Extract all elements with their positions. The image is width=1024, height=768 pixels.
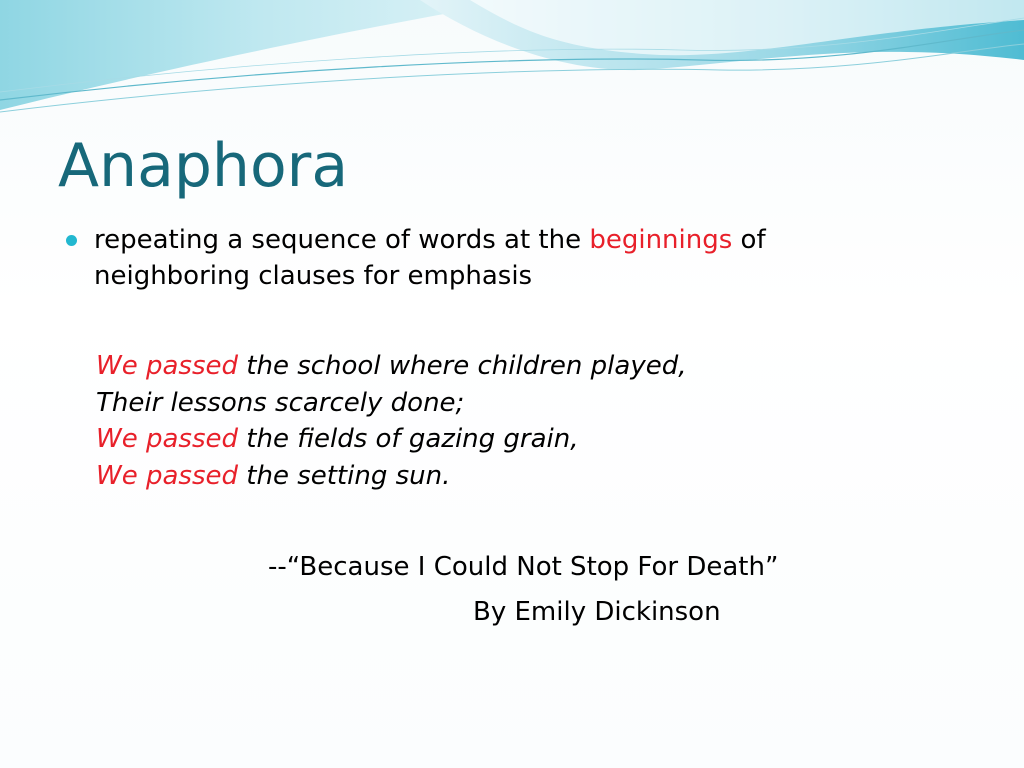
definition-suffix: of xyxy=(732,225,766,255)
poem-excerpt xyxy=(96,348,686,494)
poem-line-1 xyxy=(96,348,686,385)
definition-highlight: beginnings xyxy=(589,225,733,255)
poem-line-4-highlight: We passed xyxy=(96,460,238,491)
poem-line-2-text: Their lessons scarcely done; xyxy=(96,387,465,418)
poem-line-4-text: the setting sun. xyxy=(238,460,451,491)
slide-title: Anaphora xyxy=(58,131,349,201)
attribution-work-title: --“Because I Could Not Stop For Death” xyxy=(268,552,779,582)
definition-line-1 xyxy=(94,222,766,258)
definition-prefix: repeating a sequence of words at the xyxy=(94,225,590,255)
definition-line-2: neighboring clauses for emphasis xyxy=(94,261,533,291)
poem-line-1-highlight: We passed xyxy=(96,351,238,381)
poem-line-1-text: the school where children played, xyxy=(238,351,687,381)
poem-line-3-highlight: We passed xyxy=(96,424,238,454)
poem-line-3 xyxy=(96,421,686,458)
bullet-dot-icon xyxy=(66,235,77,246)
attribution-author: By Emily Dickinson xyxy=(473,597,721,627)
decorative-wave-header xyxy=(0,0,1024,130)
wave-band-left xyxy=(0,0,520,110)
poem-line-4 xyxy=(96,458,686,495)
poem-line-3-text: the fields of gazing grain, xyxy=(238,424,579,454)
poem-line-2 xyxy=(96,385,686,422)
